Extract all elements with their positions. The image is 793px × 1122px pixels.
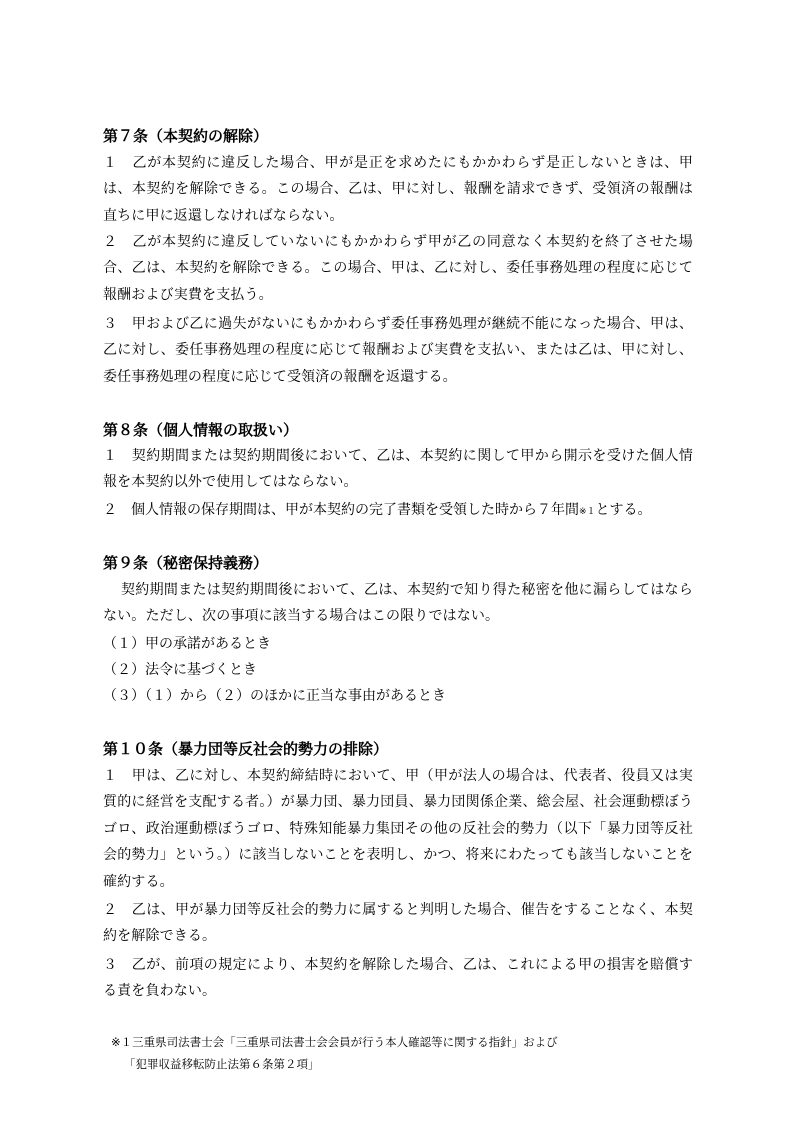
footnote-line-2: 「犯罪収益移転防止法第６条第２項」 [124, 1057, 320, 1071]
article-10-heading: 第１０条（暴力団等反社会的勢力の排除） [103, 740, 389, 758]
article-9-item-2: （２）法令に基づくとき [103, 662, 257, 678]
article-9-item-1: （１）甲の承諾があるとき [103, 636, 271, 652]
article-9-heading: 第９条（秘密保持義務） [103, 554, 269, 572]
article-10-clause-2: ２ 乙は、甲が暴力団等反社会的勢力に属すると判明した場合、催告をすることなく、本契約を解除できる。 [103, 902, 693, 945]
footnote-reference-mark: ※１ [579, 507, 596, 517]
footnote-line-1: ※１三重県司法書士会「三重県司法書士会会員が行う本人確認等に関する指針」および [111, 1035, 558, 1049]
article-10-clause-1: １ 甲は、乙に対し、本契約締結時において、甲（甲が法人の場合は、代表者、役員又は実質的に経営を支配する者。）が暴力団、暴力団員、暴力団関係企業、総会屋、社会運動標ぼうゴロ、政治運動標ぼうゴロ、特殊知能暴力集団その他の反社会的勢力（以下「暴力団等反社会的勢力」という。）に該当しないことを表明し、かつ、将来にわたっても該当しないことを確約する。 [103, 768, 693, 890]
article-8-clause-2-text: ２ 個人情報の保存期間は、甲が本契約の完了書類を受領した時から７年間 [103, 502, 579, 518]
article-10-clause-3: ３ 乙が、前項の規定により、本契約を解除した場合、乙は、これによる甲の損害を賠償する責を負わない。 [103, 957, 693, 1000]
article-9-body: 契約期間または契約期間後において、乙は、本契約で知り得た秘密を他に漏らしてはならない。ただし、次の事項に該当する場合はこの限りではない。 [103, 582, 693, 625]
article-7-clause-2: ２ 乙が本契約に違反していないにもかかわらず甲が乙の同意なく本契約を終了させた場合、乙は、本契約を解除できる。この場合、甲は、乙に対し、委任事務処理の程度に応じて報酬および実費を支払う。 [103, 234, 693, 303]
article-8-clause-1: １ 契約期間または契約期間後において、乙は、本契約に関して甲から開示を受けた個人情報を本契約以外で使用してはならない。 [103, 448, 693, 491]
article-8-heading: 第８条（個人情報の取扱い） [103, 421, 299, 439]
article-7-clause-3: ３ 甲および乙に過失がないにもかかわらず委任事務処理が継続不能になった場合、甲は、乙に対し、委任事務処理の程度に応じて報酬および実費を支払い、または乙は、甲に対し、委任事務処理の程度に応じて受領済の報酬を返還する。 [103, 316, 693, 385]
article-7-clause-1: １ 乙が本契約に違反した場合、甲が是正を求めたにもかかわらず是正しないときは、甲は、本契約を解除できる。この場合、乙は、甲に対し、報酬を請求できず、受領済の報酬は直ちに甲に返還しなければならない。 [103, 155, 693, 224]
article-8-clause-2-tail: とする。 [595, 502, 652, 518]
article-7-heading: 第７条（本契約の解除） [103, 127, 269, 145]
article-9-item-3: （３）（１）から（２）のほかに正当な事由があるとき [103, 688, 446, 704]
article-8-clause-2 [103, 497, 652, 525]
